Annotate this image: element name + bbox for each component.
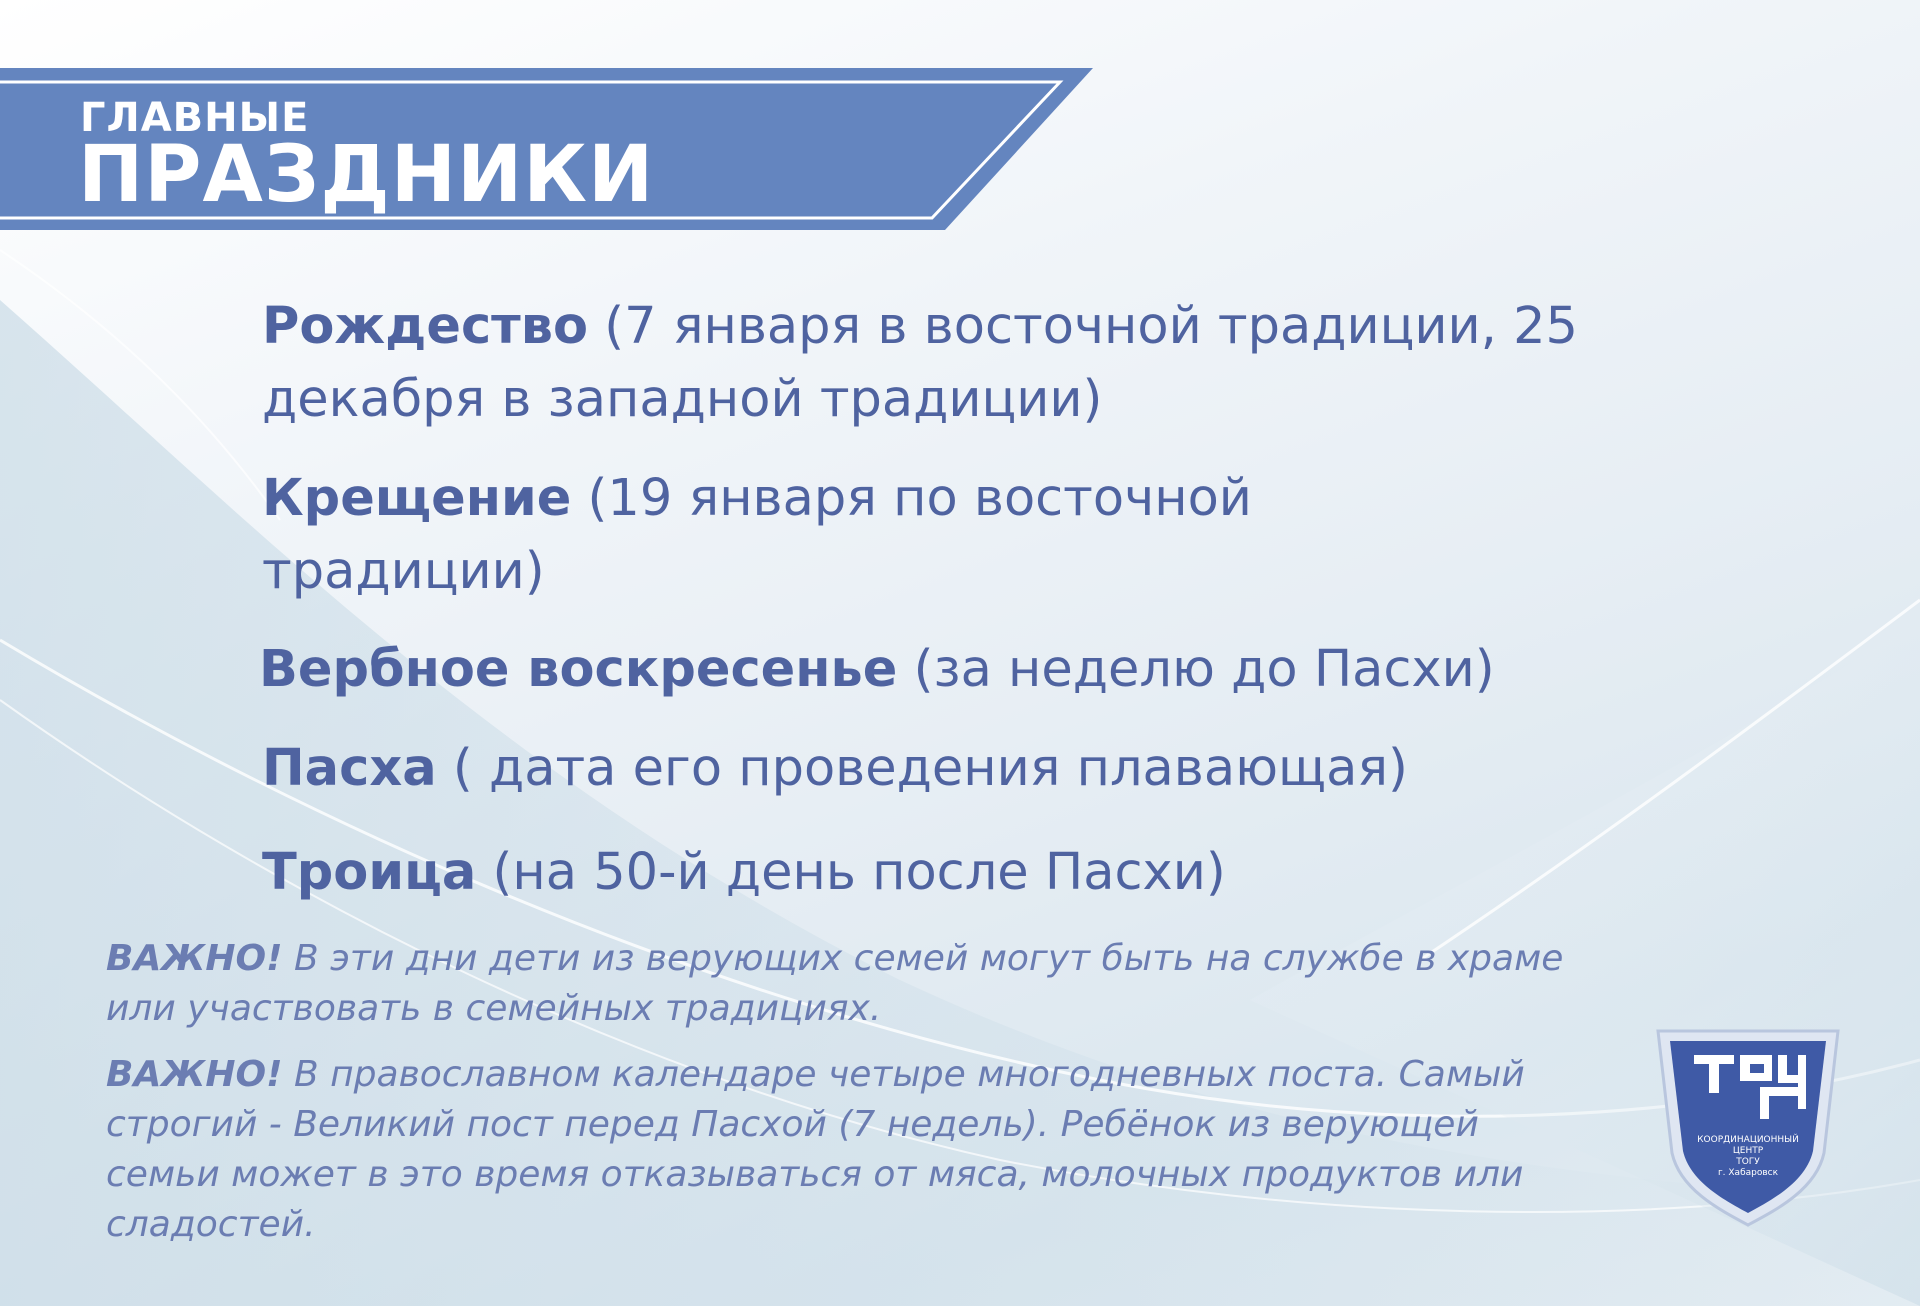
holiday-detail: (7 января в восточной традиции, 25 декабря в западной традиции) [262,297,1578,429]
holiday-item [262,732,1408,805]
holiday-detail: ( дата его проведения плавающая) [436,739,1408,798]
holiday-item [262,462,1462,608]
holiday-name: Рождество [262,297,589,356]
important-note [106,1050,1596,1250]
banner-title: ПРАЗДНИКИ [78,130,655,220]
coordination-center-emblem [1648,1013,1848,1233]
note-label: ВАЖНО! [106,938,283,979]
holiday-name: Крещение [262,469,572,528]
holiday-detail: (за неделю до Пасхи) [897,640,1495,699]
holiday-item [259,633,1495,706]
emblem-caption-line: ТОГУ [1736,1157,1760,1167]
holiday-item [262,290,1762,436]
important-note [106,934,1626,1034]
holiday-name: Пасха [262,739,437,798]
note-text: В православном календаре четыре многодневных поста. Самый строгий - Великий пост перед Пасхой (7 недель). Ребёнок из верующей семьи может в это время отказываться от мяса, молочных продуктов или сладостей. [106,1054,1525,1245]
emblem-caption [1688,1135,1808,1179]
note-text: В эти дни дети из верующих семей могут быть на службе в храме или участвовать в семейных традициях. [106,938,1564,1029]
emblem-caption-line: ЦЕНТР [1732,1146,1764,1156]
holiday-detail: (на 50-й день после Пасхи) [476,843,1226,902]
banner-subtitle: ГЛАВНЫЕ [80,95,310,141]
note-label: ВАЖНО! [106,1054,283,1095]
shield-logo-icon [1648,1013,1848,1233]
emblem-caption-line: КООРДИНАЦИОННЫЙ [1697,1135,1799,1145]
holiday-name: Троица [262,843,477,902]
holiday-item [262,836,1226,909]
emblem-caption-line: г. Хабаровск [1717,1168,1779,1178]
holiday-detail: (19 января по восточной традиции) [262,469,1252,601]
holiday-name: Вербное воскресенье [259,640,898,699]
